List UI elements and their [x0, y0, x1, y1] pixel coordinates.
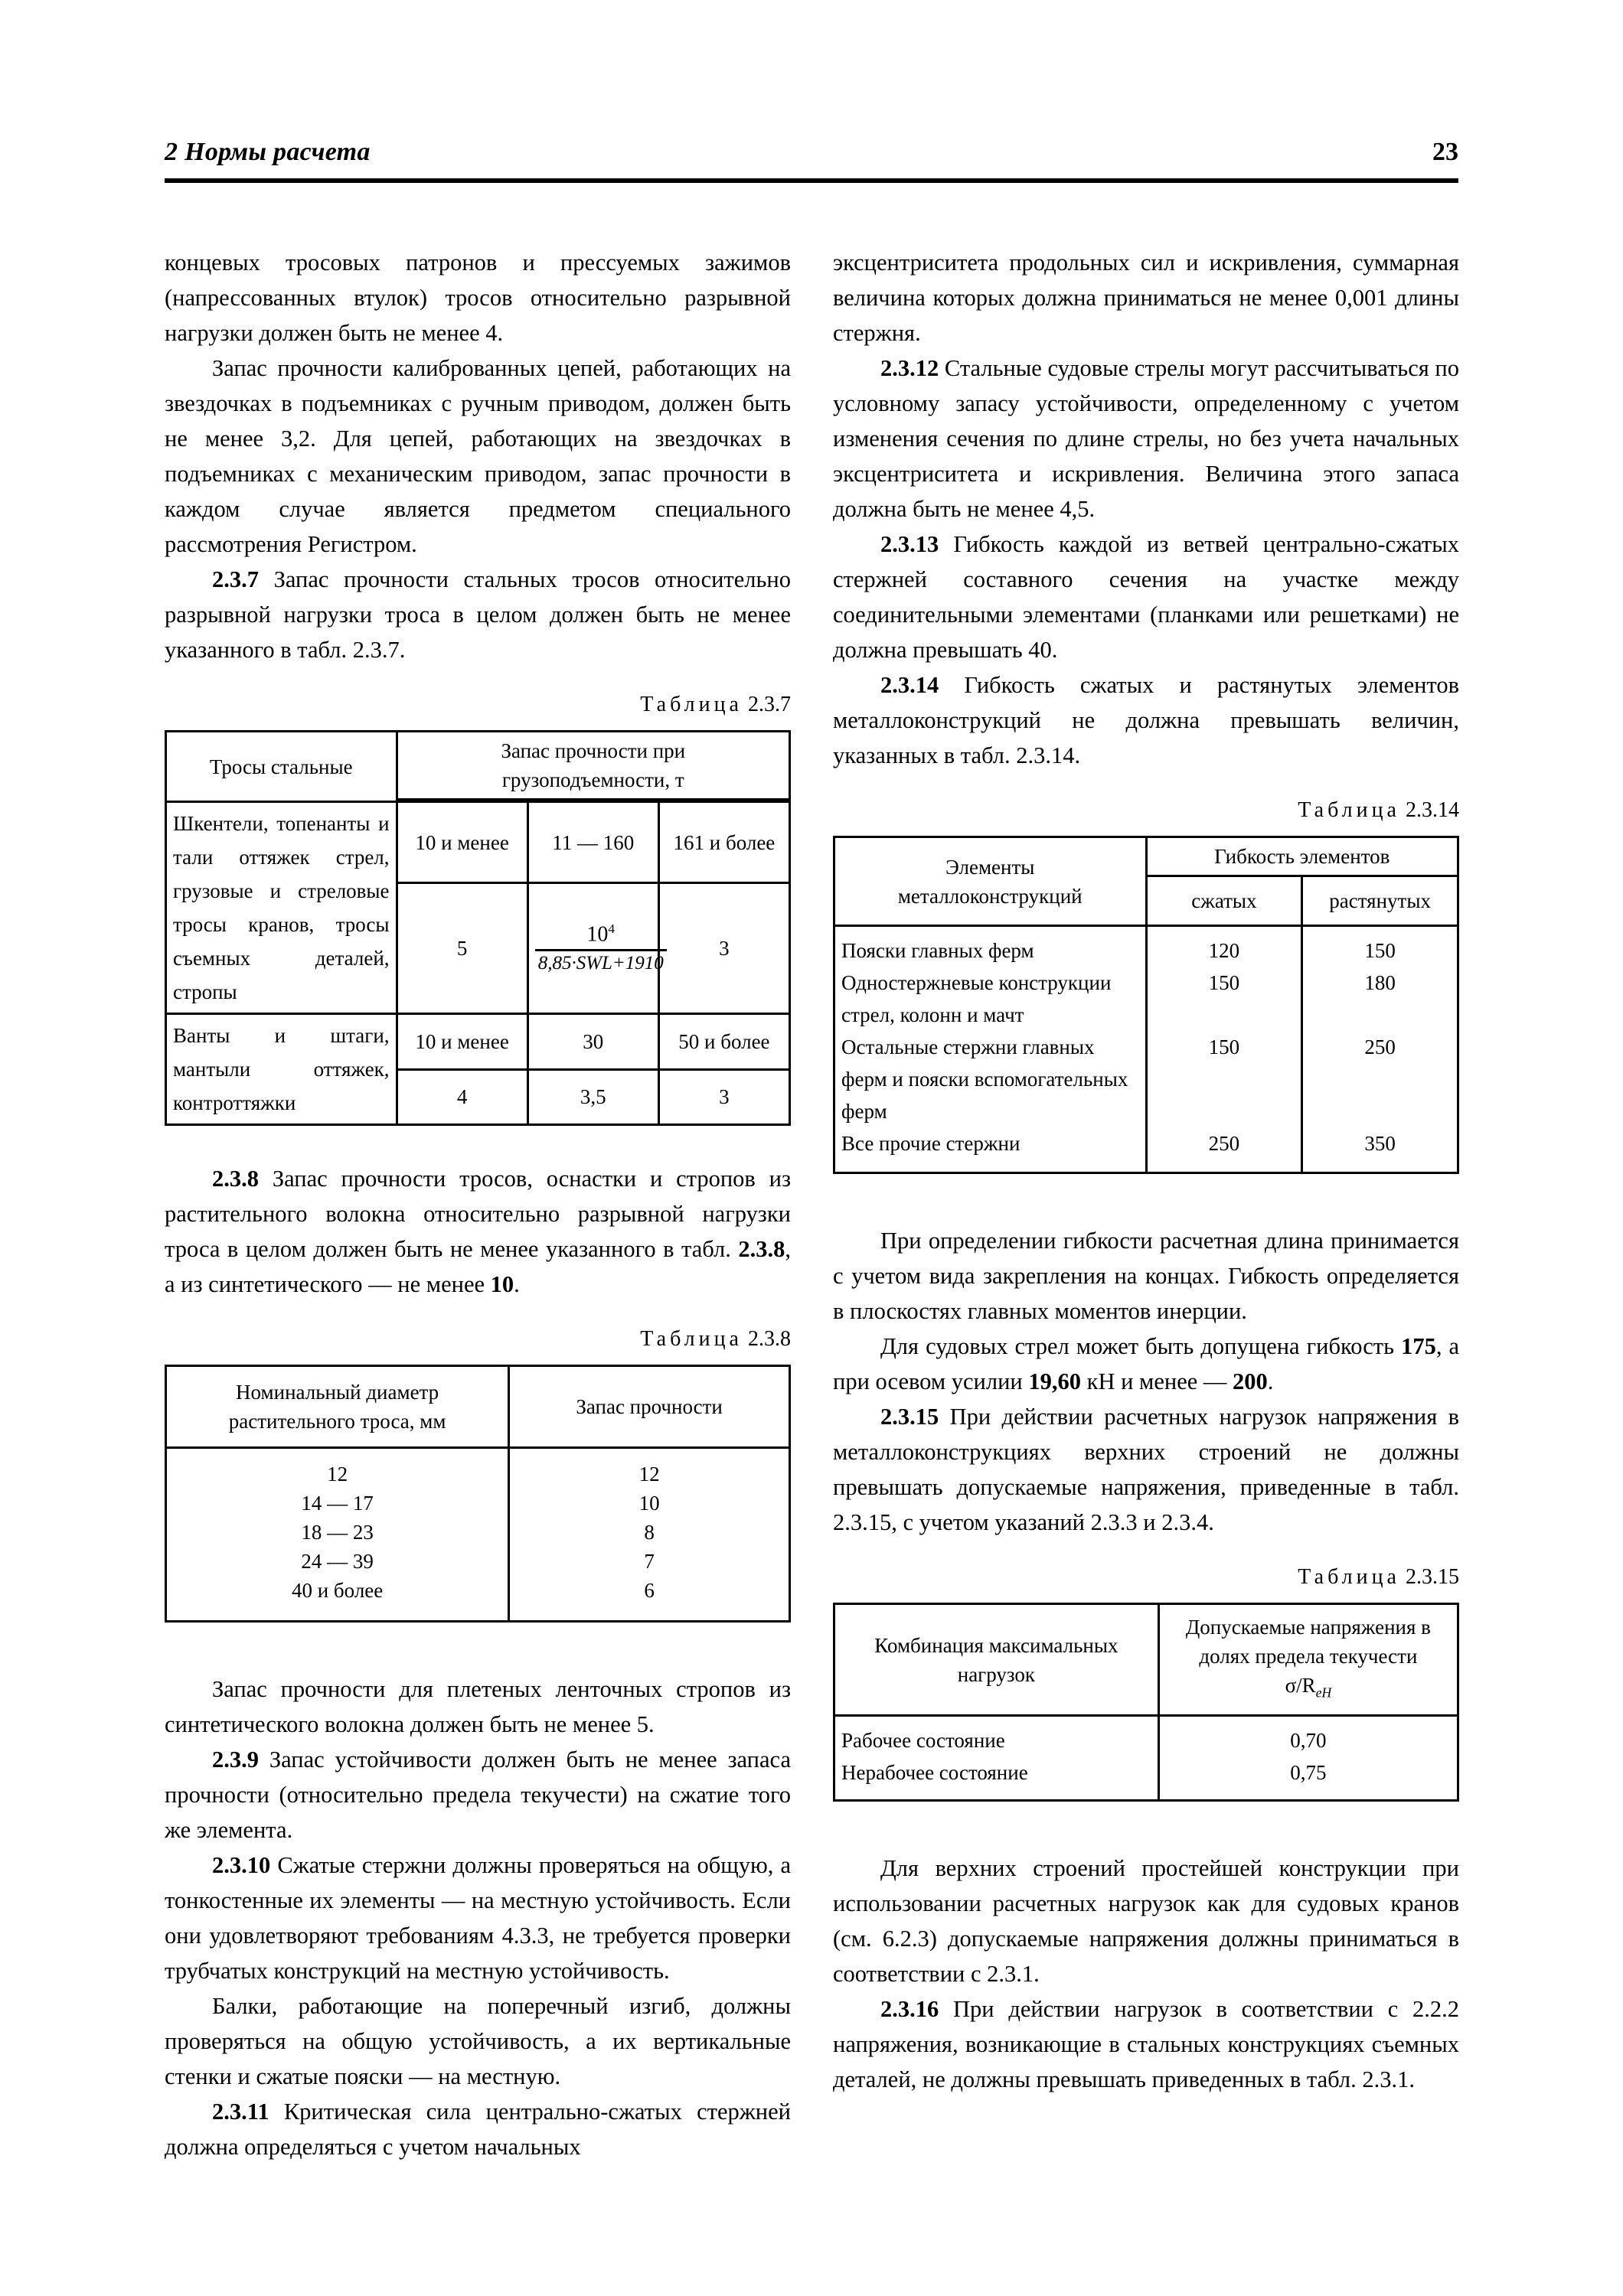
- table-caption-word: Таблица: [1298, 798, 1400, 822]
- section-text-2-3-8-a: Запас прочности тросов, оснастки и стропов из растительного волокна относительно разрывной нагрузки троса в целом должен быть не менее указанного в табл.: [165, 1166, 792, 1262]
- t2314-element-0: Пояски главных ферм: [841, 939, 1034, 962]
- paragraph-derricks-a: Для судовых стрел может быть допущена гибкость: [880, 1333, 1395, 1359]
- table-caption-number: 2.3.15: [1406, 1565, 1459, 1589]
- table-caption-number: 2.3.8: [748, 1327, 791, 1351]
- t238-factor-3: 7: [644, 1550, 655, 1573]
- table-caption-number: 2.3.14: [1406, 798, 1459, 822]
- table-2-3-14: [833, 836, 1459, 1174]
- table-row: [166, 1366, 790, 1448]
- t238-diameter-0: 12: [327, 1463, 348, 1486]
- section-number-2-3-11: 2.3.11: [212, 2099, 269, 2125]
- section-text-2-3-16: При действии нагрузок в соответствии с 2.2.2 напряжения, возникающие в стальных конструкциях съемных деталей, не должны превышать приведенных в табл. 2.3.1.: [833, 1996, 1460, 2093]
- table-caption-2-3-7: [165, 687, 791, 722]
- paragraph-2-3-9: [165, 1742, 791, 1848]
- section-number-2-3-16: 2.3.16: [880, 1996, 939, 2023]
- section-value-2-3-8: 10: [490, 1271, 514, 1297]
- section-number-2-3-7: 2.3.7: [212, 566, 259, 592]
- table-row: [166, 1448, 790, 1622]
- t2314-elements-column: [834, 926, 1147, 1173]
- section-number-2-3-13: 2.3.13: [880, 531, 939, 557]
- section-number-2-3-9: 2.3.9: [212, 1746, 259, 1773]
- t237-row2-label: Ванты и штаги, мантыли оттяжек, контроттяжки: [166, 1014, 397, 1125]
- t237-row2-value-1: 4: [397, 1069, 527, 1125]
- t2314-tensioned-0: 150: [1364, 939, 1396, 962]
- t2314-compressed-column: [1146, 926, 1302, 1173]
- paragraph-chains: Запас прочности калиброванных цепей, работающих на звездочках в подъемниках с ручным приводом, должен быть не менее 3,2. Для цепей, работающих на звездочках в подъемниках с механическим приводом, запас прочности в каждом случае является предметом специального рассмотрения Регистром.: [165, 355, 791, 557]
- table-2-3-7: [165, 730, 791, 1126]
- paragraph-derricks: [833, 1329, 1459, 1399]
- spacer: [833, 1174, 1459, 1223]
- fraction-numerator-base: 10: [586, 922, 609, 947]
- t238-diameter-column: [166, 1448, 509, 1622]
- paragraph-flexibility-note: При определении гибкости расчетная длина принимается с учетом вида закрепления на концах. Гибкость определяется в плоскостях главных моментов инерции.: [833, 1228, 1459, 1324]
- paragraph-2-3-15: [833, 1399, 1459, 1540]
- t2315-state-0: Рабочее состояние: [841, 1729, 1005, 1753]
- t238-header-diameter: [166, 1366, 509, 1448]
- running-head-title: 2 Нормы расчета: [165, 138, 371, 166]
- t238-header-factor: Запас прочности: [509, 1366, 790, 1448]
- section-text-2-3-15: При действии расчетных нагрузок напряжения в металлоконструкциях верхних строений не должны превышать допускаемые напряжения, приведенные в табл. 2.3.15, с учетом указаний 2.3.3 и 2.3.4.: [833, 1404, 1459, 1535]
- section-number-2-3-15: 2.3.15: [880, 1404, 939, 1430]
- section-text-2-3-14: Гибкость сжатых и растянутых элементов металлоконструкций не должна превышать величин, указанных в табл. 2.3.14.: [833, 672, 1460, 768]
- paragraph-2-3-10: [165, 1848, 791, 1988]
- table-caption-2-3-14: [833, 793, 1459, 828]
- section-number-2-3-14: 2.3.14: [880, 672, 939, 698]
- t237-row2-range-2: 30: [527, 1014, 658, 1070]
- right-column: [833, 245, 1459, 2097]
- paragraph-continuation: концевых тросовых патронов и прессуемых зажимов (напрессованных втулок) тросов относительно разрывной нагрузки должен быть не менее 4.: [165, 249, 791, 346]
- t238-factor-2: 8: [644, 1521, 655, 1544]
- t237-row1-range-2: 11 — 160: [527, 802, 658, 883]
- t2314-header-tensioned: растянутых: [1302, 876, 1458, 926]
- t2314-tensioned-1: 180: [1364, 971, 1396, 994]
- t237-row2-range-1: 10 и менее: [397, 1014, 527, 1070]
- table-caption-word: Таблица: [640, 1327, 743, 1351]
- paragraph-2-3-11: [165, 2094, 791, 2164]
- t238-factor-1: 10: [638, 1492, 660, 1515]
- t238-header-diameter-line2: растительного троса, мм: [228, 1410, 446, 1433]
- t237-header-capacity-line1: Запас прочности при: [501, 739, 686, 762]
- paragraph-continuation-right: эксцентриситета продольных сил и искривления, суммарная величина которых должна приниматься не менее 0,001 длины стержня.: [833, 249, 1459, 346]
- section-text-2-3-8-b: , а из синтетического — не менее: [165, 1236, 792, 1297]
- fraction-denominator: [535, 949, 667, 975]
- t2314-tensioned-column: [1302, 926, 1458, 1173]
- spacer: [833, 1802, 1459, 1851]
- t2314-compressed-1: 150: [1208, 971, 1240, 994]
- paragraph-derricks-b: , а при осевом усилии: [833, 1333, 1459, 1394]
- t2315-header-combination: [834, 1604, 1159, 1716]
- table-row: [834, 926, 1458, 1173]
- t2314-compressed-2: 150: [1208, 1035, 1240, 1058]
- paragraph-2-3-14: [833, 667, 1459, 773]
- section-text-2-3-11: Критическая сила центрально-сжатых стержней должна определяться с учетом начальных: [165, 2099, 791, 2160]
- section-number-2-3-12: 2.3.12: [880, 355, 939, 381]
- t238-factor-4: 6: [644, 1579, 655, 1602]
- t2314-header-flexibility: Гибкость элементов: [1146, 837, 1458, 876]
- table-2-3-8: [165, 1365, 791, 1623]
- running-head: [165, 138, 1458, 167]
- t237-row1-value-2: [527, 883, 664, 1014]
- t237-row1-value-1: 5: [397, 883, 527, 1014]
- table-2-3-15: [833, 1603, 1459, 1802]
- t237-row2-value-2: 3,5: [527, 1069, 658, 1125]
- t2315-header-formula: [1285, 1674, 1332, 1701]
- t2314-header-elements-line1: Элементы: [945, 855, 1035, 879]
- paragraph-2-3-16: [833, 1991, 1459, 2097]
- fraction-numerator-exponent: 4: [608, 921, 616, 937]
- t2314-compressed-gap: [1154, 999, 1295, 1031]
- t237-row2-value-3: 3: [658, 1069, 789, 1125]
- section-text-2-3-7: Запас прочности стальных тросов относительно разрывной нагрузки троса в целом должен быть не менее указанного в табл. 2.3.7.: [165, 566, 791, 663]
- header-rule: [165, 178, 1458, 183]
- t238-header-diameter-line1: Номинальный диаметр: [236, 1381, 439, 1404]
- t2315-header-combination-line1: Комбинация максимальных: [874, 1633, 1118, 1657]
- left-column: [165, 245, 791, 2164]
- table-reference-2-3-8: 2.3.8: [738, 1236, 785, 1262]
- section-number-2-3-8: 2.3.8: [212, 1166, 259, 1192]
- section-text-2-3-10: Сжатые стержни должны проверяться на общую, а тонкостенные их элементы — на местную устойчивость. Если они удовлетворяют требованиям 4.3.3, не требуется проверки трубчатых конструкций на местную устойчивость.: [165, 1852, 791, 1984]
- table-caption-word: Таблица: [640, 693, 743, 716]
- table-caption-2-3-8: [165, 1322, 791, 1357]
- paragraph-2-3-13: [833, 527, 1459, 667]
- t2315-value-column: [1158, 1716, 1458, 1801]
- t2315-formula-subscript: eH: [1315, 1684, 1332, 1701]
- paragraph-2-3-8: [165, 1161, 791, 1302]
- t2314-tensioned-gap2: [1309, 1063, 1451, 1127]
- t237-row2-range-3: 50 и более: [658, 1014, 789, 1070]
- t237-header-capacity-line2: грузоподъемности, т: [501, 768, 684, 791]
- t2315-header-stresses-line2: долях предела текучести: [1199, 1645, 1418, 1668]
- t2314-compressed-0: 120: [1208, 939, 1240, 962]
- page-number: 23: [1432, 138, 1458, 166]
- table-row: [834, 1716, 1458, 1801]
- paragraph-derricks-c: кН и менее —: [1086, 1368, 1227, 1394]
- t2314-header-elements-line2: металлоконструкций: [897, 884, 1083, 908]
- t238-diameter-3: 24 — 39: [301, 1550, 374, 1573]
- t2315-state-1: Нерабочее состояние: [841, 1761, 1028, 1785]
- paragraph-beams: Балки, работающие на поперечный изгиб, должны проверяться на общую устойчивость, а их вертикальные стенки и сжатые пояски — на местную.: [165, 1993, 791, 2089]
- t2314-tensioned-3: 350: [1364, 1132, 1396, 1155]
- section-number-2-3-10: 2.3.10: [212, 1852, 271, 1878]
- spacer: [165, 1623, 791, 1671]
- t2314-element-3: Все прочие стержни: [841, 1132, 1020, 1155]
- t2315-header-stresses-line1: Допускаемые напряжения в: [1185, 1616, 1431, 1639]
- t2314-element-1: Одностержневые конструкции стрел, колонн и мачт: [841, 971, 1112, 1026]
- table-caption-word: Таблица: [1298, 1565, 1400, 1589]
- t2315-header-combination-line2: нагрузок: [957, 1662, 1036, 1686]
- table-caption-2-3-15: [833, 1560, 1459, 1595]
- t237-header-capacity: [397, 732, 789, 800]
- section-text-2-3-13: Гибкость каждой из ветвей центрально-сжатых стержней составного сечения на участке между соединительными элементами (планками или решетками) не должна превышать 40.: [833, 531, 1459, 663]
- section-text-2-3-9: Запас устойчивости должен быть не менее запаса прочности (относительно предела текучести) на сжатие того же элемента.: [165, 1746, 791, 1843]
- spacer: [165, 1126, 791, 1161]
- t238-diameter-2: 18 — 23: [301, 1521, 374, 1544]
- t2315-state-column: [834, 1716, 1159, 1801]
- t2314-tensioned-gap: [1309, 999, 1451, 1031]
- t237-header-ropes: Тросы стальные: [166, 732, 397, 802]
- section-text-2-3-8-end: .: [514, 1271, 520, 1297]
- t237-row1-value-3: 3: [658, 883, 789, 1014]
- t2314-header-compressed: сжатых: [1146, 876, 1302, 926]
- t2315-header-stresses: [1158, 1604, 1458, 1716]
- t238-factor-0: 12: [638, 1463, 660, 1486]
- table-row: [166, 802, 790, 883]
- section-text-2-3-12: Стальные судовые стрелы могут рассчитываться по условному запасу устойчивости, определенному с учетом изменения сечения по длине стрелы, но без учета начальных эксцентриситета и искривления. Величина этого запаса должна быть не менее 4,5.: [833, 355, 1460, 522]
- paragraph-2-3-7: [165, 562, 791, 667]
- t237-row1-range-1: 10 и менее: [397, 802, 527, 883]
- t238-factor-column: [509, 1448, 790, 1622]
- table-row: [834, 837, 1458, 876]
- t238-diameter-4: 40 и более: [291, 1579, 384, 1602]
- fraction: [535, 921, 667, 974]
- t2314-tensioned-2: 250: [1364, 1035, 1396, 1058]
- paragraph-2-3-12: [833, 351, 1459, 527]
- t2314-compressed-gap2: [1154, 1063, 1295, 1127]
- t2315-formula-base: σ/R: [1285, 1674, 1316, 1697]
- t2315-value-1: 0,75: [1290, 1761, 1327, 1785]
- t237-row1-range-3: 161 и более: [658, 802, 789, 883]
- t2315-value-0: 0,70: [1290, 1729, 1327, 1753]
- t2314-header-elements: [834, 837, 1147, 926]
- t237-row1-label: Шкентели, топенанты и тали оттяжек стрел, грузовые и стреловые тросы кранов, тросы съемных деталей, стропы: [166, 802, 397, 1014]
- table-row: [166, 732, 790, 800]
- fraction-numerator: [535, 921, 667, 949]
- paragraph-superstructures: Для верхних строений простейшей конструкции при использовании расчетных нагрузок как для судовых кранов (см. 6.2.3) допускаемые напряжения должны приниматься в соответствии с 2.3.1.: [833, 1855, 1459, 1988]
- derrick-flexibility-value: 175: [1401, 1333, 1436, 1359]
- fraction-denominator-text: 8,85·SWL+1910: [537, 952, 664, 974]
- table-row: [166, 1014, 790, 1070]
- paragraph-braided-slings: Запас прочности для плетеных ленточных стропов из синтетического волокна должен быть не менее 5.: [165, 1676, 791, 1737]
- table-caption-number: 2.3.7: [748, 693, 791, 716]
- paragraph-derricks-end: .: [1267, 1368, 1274, 1394]
- derrick-axial-force-value: 19,60: [1028, 1368, 1081, 1394]
- derrick-flexibility-value-2: 200: [1233, 1368, 1268, 1394]
- t2314-element-2: Остальные стержни главных ферм и пояски вспомогательных ферм: [841, 1035, 1128, 1123]
- t2314-compressed-3: 250: [1208, 1132, 1240, 1155]
- table-row: [834, 1604, 1458, 1716]
- t238-diameter-1: 14 — 17: [301, 1492, 374, 1515]
